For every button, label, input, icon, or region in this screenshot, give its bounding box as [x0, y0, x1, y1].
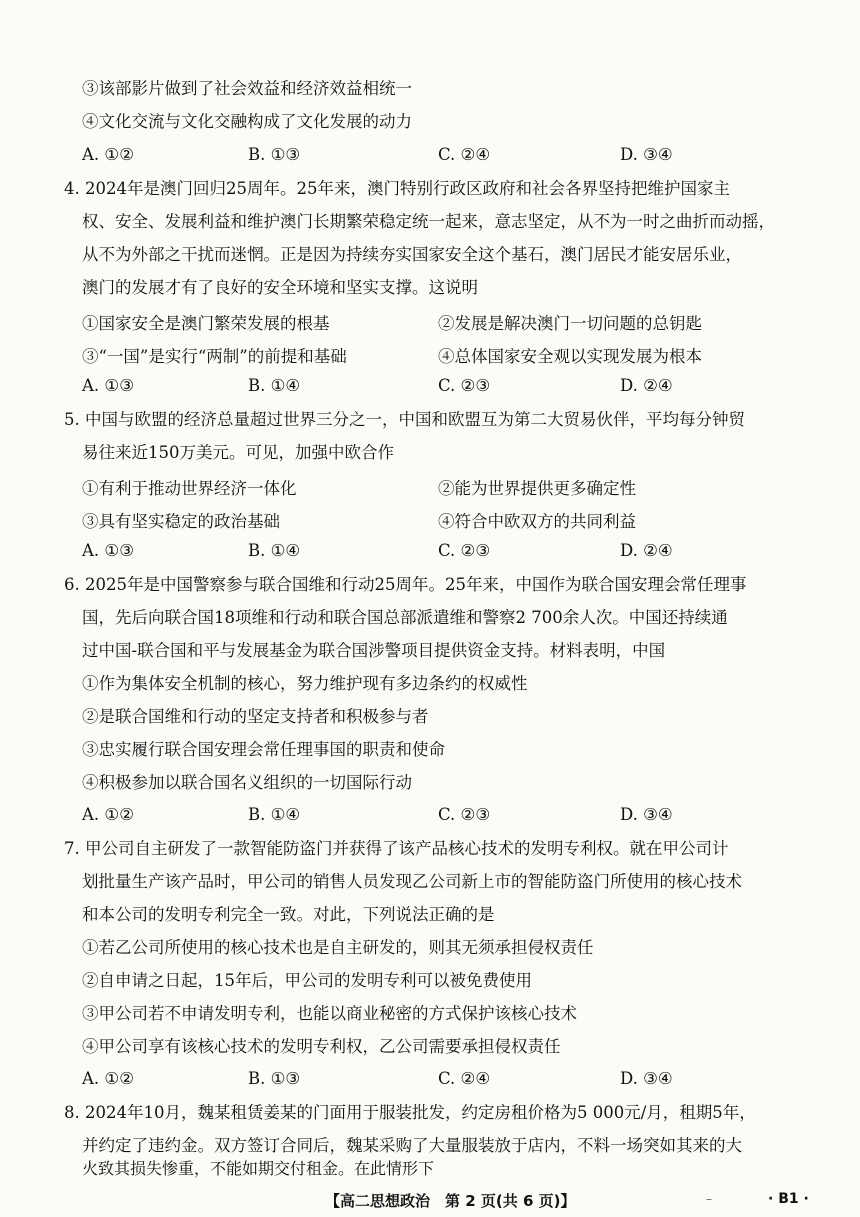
q6-choice-c: C. ②③ [438, 805, 491, 824]
q4-statement-4: ④总体国家安全观以实现发展为根本 [438, 347, 702, 366]
q5-statement-4: ④符合中欧双方的共同利益 [438, 512, 636, 531]
q7-choice-c: C. ②④ [438, 1069, 491, 1088]
q5-statement-2: ②能为世界提供更多确定性 [438, 479, 636, 498]
q4-choice-b: B. ①④ [248, 376, 301, 395]
page-footer: 【高二思想政治 第 2 页(共 6 页)】 [325, 1192, 576, 1210]
q5-stem-line-2: 易往来近150万美元。可见，加强中欧合作 [82, 443, 394, 462]
q5-statement-1: ①有利于推动世界经济一体化 [82, 479, 297, 498]
q3-choice-a: A. ①② [82, 145, 134, 164]
q4-statement-3: ③“一国”是实行“两制”的前提和基础 [82, 347, 347, 366]
page-code: · B1 · [768, 1191, 809, 1207]
q7-choice-d: D. ③④ [620, 1069, 673, 1088]
q7-statement-4: ④甲公司享有该核心技术的发明专利权，乙公司需要承担侵权责任 [82, 1037, 561, 1056]
q6-stem-line-2: 国，先后向联合国18项维和行动和联合国总部派遣维和警察2 700余人次。中国还持续通 [82, 608, 728, 627]
q7-statement-3: ③甲公司若不申请发明专利，也能以商业秘密的方式保护该核心技术 [82, 1004, 577, 1023]
q6-choice-d: D. ③④ [620, 805, 673, 824]
q4-statement-1: ①国家安全是澳门繁荣发展的根基 [82, 314, 330, 333]
q3-choice-b: B. ①③ [248, 145, 301, 164]
q6-statement-3: ③忠实履行联合国安理会常任理事国的职责和使命 [82, 740, 445, 759]
q4-stem-line-3: 从不为外部之干扰而迷惘。正是因为持续夯实国家安全这个基石，澳门居民才能安居乐业， [82, 245, 742, 264]
q6-stem-line-1: 6. 2025年是中国警察参与联合国维和行动25周年。25年来，中国作为联合国安理会常任理事 [64, 575, 747, 594]
q4-choice-d: D. ②④ [620, 376, 673, 395]
q6-statement-1: ①作为集体安全机制的核心，努力维护现有多边条约的权威性 [82, 674, 528, 693]
q7-statement-1: ①若乙公司所使用的核心技术也是自主研发的，则其无须承担侵权责任 [82, 938, 594, 957]
q6-choice-b: B. ①④ [248, 805, 301, 824]
q4-stem-line-2: 权、安全、发展利益和维护澳门长期繁荣稳定统一起来，意志坚定，从不为一时之曲折而动摇， [82, 212, 775, 231]
q7-stem-line-3: 和本公司的发明专利完全一致。对此，下列说法正确的是 [82, 905, 495, 924]
q6-statement-4: ④积极参加以联合国名义组织的一切国际行动 [82, 773, 412, 792]
q4-statement-2: ②发展是解决澳门一切问题的总钥匙 [438, 314, 702, 333]
q8-stem-line-2: 并约定了违约金。双方签订合同后，魏某采购了大量服装放于店内，不料一场突如其来的大 [82, 1136, 742, 1155]
q6-stem-line-3: 过中国-联合国和平与发展基金为联合国涉警项目提供资金支持。材料表明，中国 [82, 641, 666, 660]
q6-choice-a: A. ①② [82, 805, 134, 824]
q6-statement-2: ②是联合国维和行动的坚定支持者和积极参与者 [82, 707, 429, 726]
q5-choice-d: D. ②④ [620, 541, 673, 560]
q3-choice-c: C. ②④ [438, 145, 491, 164]
q3-statement-4: ④文化交流与文化交融构成了文化发展的动力 [82, 112, 412, 131]
footer-dash: – [706, 1192, 712, 1206]
q7-stem-line-1: 7. 甲公司自主研发了一款智能防盗门并获得了该产品核心技术的发明专利权。就在甲公司计 [64, 839, 729, 858]
q3-statement-3: ③该部影片做到了社会效益和经济效益相统一 [82, 79, 412, 98]
q4-stem-line-1: 4. 2024年是澳门回归25周年。25年来，澳门特别行政区政府和社会各界坚持把维护国家主 [64, 179, 730, 198]
q8-stem-line-1: 8. 2024年10月，魏某租赁姜某的门面用于服装批发，约定房租价格为5 000元/月，租期5年， [64, 1103, 756, 1122]
q4-stem-line-4: 澳门的发展才有了良好的安全环境和坚实支撑。这说明 [82, 278, 478, 297]
q7-stem-line-2: 划批量生产该产品时，甲公司的销售人员发现乙公司新上市的智能防盗门所使用的核心技术 [82, 872, 742, 891]
q7-choice-b: B. ①③ [248, 1069, 301, 1088]
q5-statement-3: ③具有坚实稳定的政治基础 [82, 512, 280, 531]
q5-choice-c: C. ②③ [438, 541, 491, 560]
q7-choice-a: A. ①② [82, 1069, 134, 1088]
q8-stem-line-3: 火致其损失惨重，不能如期交付租金。在此情形下 [82, 1159, 435, 1178]
q7-statement-2: ②自申请之日起，15年后，甲公司的发明专利可以被免费使用 [82, 971, 532, 990]
q3-choice-d: D. ③④ [620, 145, 673, 164]
q5-stem-line-1: 5. 中国与欧盟的经济总量超过世界三分之一，中国和欧盟互为第二大贸易伙伴，平均每分钟贸 [64, 410, 745, 429]
q4-choice-c: C. ②③ [438, 376, 491, 395]
q4-choice-a: A. ①③ [82, 376, 134, 395]
q5-choice-a: A. ①③ [82, 541, 134, 560]
q5-choice-b: B. ①④ [248, 541, 301, 560]
